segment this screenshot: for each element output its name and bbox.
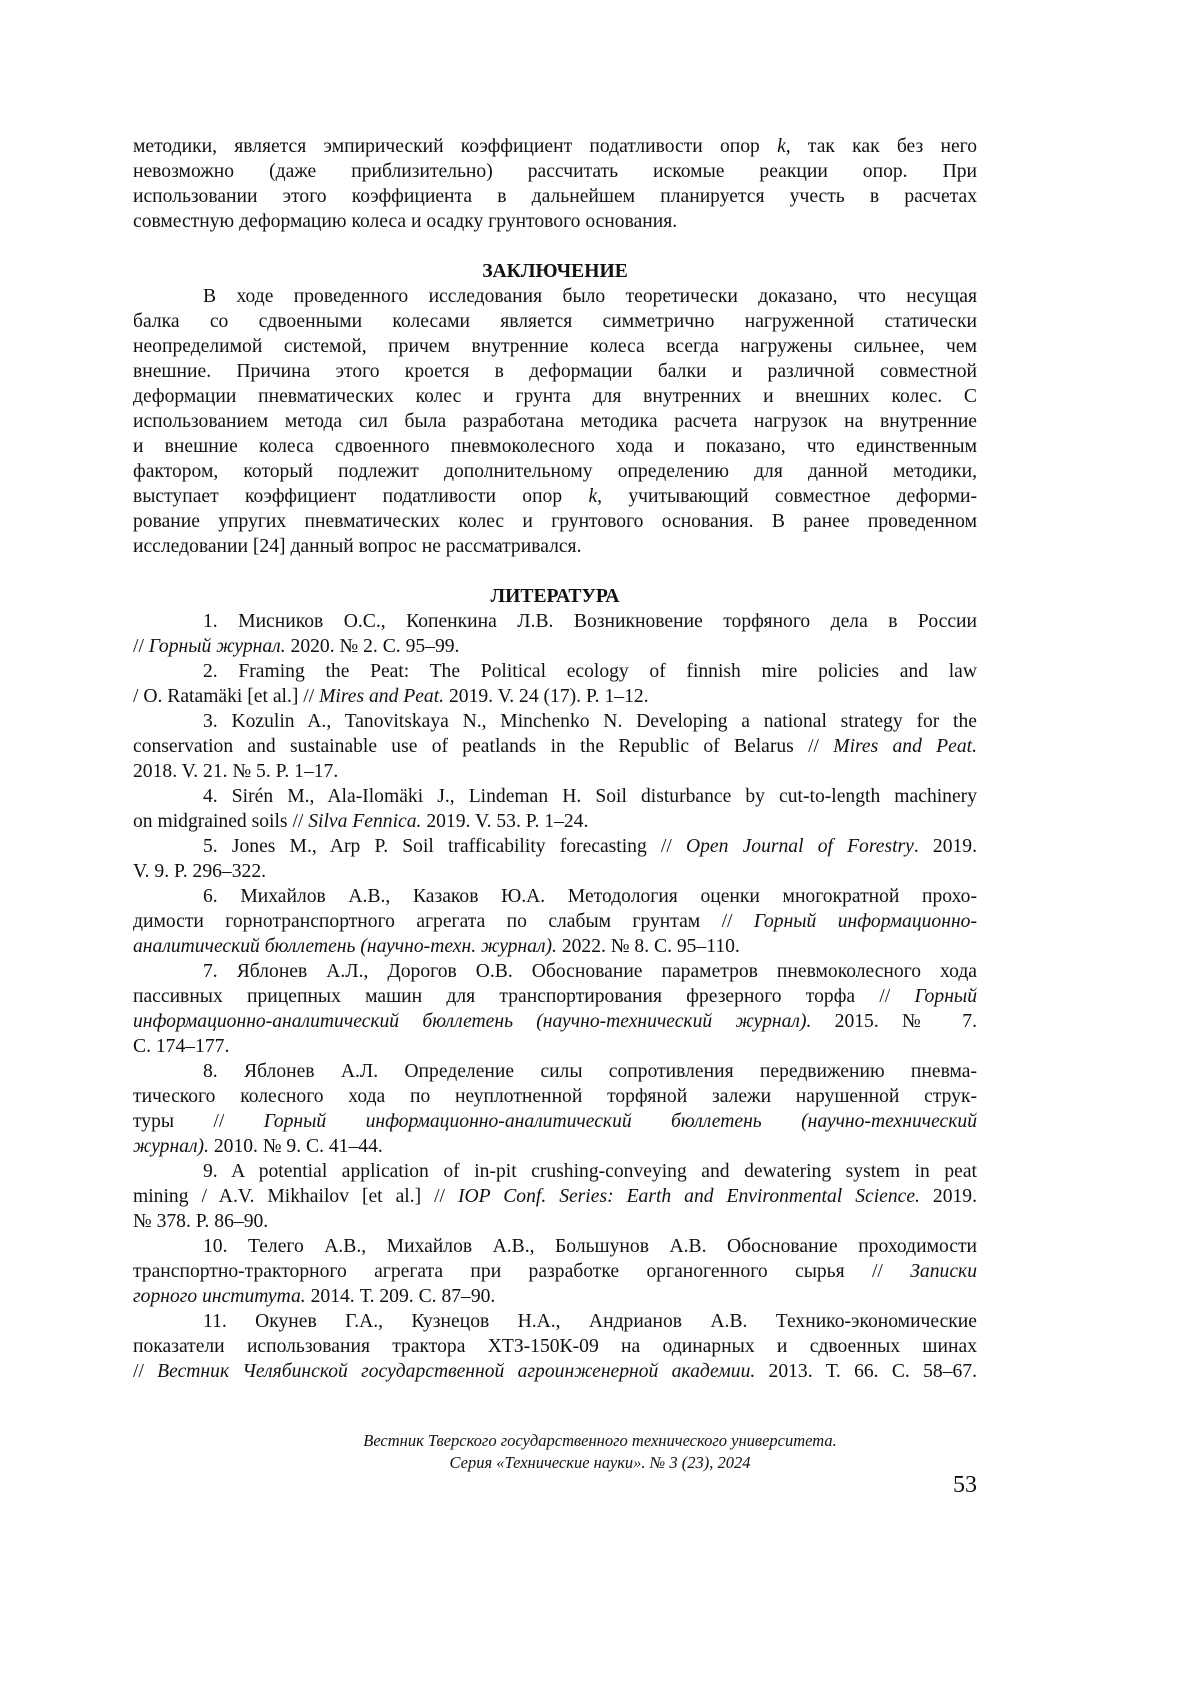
page-number: 53 [953,1472,977,1498]
text-run: невозможно (даже приблизительно) рассчитать искомые реакции опор. При [133,161,977,182]
text-line [133,1184,977,1209]
text-run: 4. Sirén M., Ala-Ilomäki J., Lindeman H. Soil disturbance by cut-to-length machinery [203,786,977,807]
text-run: 2010. № 9. С. 41–44. [208,1136,383,1157]
italic-text: информационно-аналитический бюллетень (научно-технический журнал). [133,1011,812,1032]
text-run: транспортно-тракторного агрегата при разработке органогенного сырья // [133,1261,911,1282]
text-line [133,1334,977,1359]
text-line [133,134,977,159]
text-line [133,434,977,459]
italic-text: Записки [910,1261,977,1282]
text-line [133,184,977,209]
italic-text: Горный информационно-аналитический бюллетень (научно-технический [263,1111,978,1132]
paragraph [133,1309,977,1384]
text-line [133,659,977,684]
text-run: , так как без него [785,136,977,157]
text-line [133,1309,977,1334]
italic-text: аналитический бюллетень (научно-техн. журнал). [133,936,557,957]
text-line [133,384,977,409]
running-footer [0,1430,1200,1474]
text-run: использованием метода сил была разработана методика расчета нагрузок на внутренние [133,411,977,432]
text-run: 2022. № 8. С. 95–110. [556,936,740,957]
text-run: 10. Телего А.В., Михайлов А.В., Большунов А.В. Обоснование проходимости [203,1236,977,1257]
text-line [133,1209,977,1234]
text-run: совместную деформацию колеса и осадку грунтового основания. [133,211,678,232]
text-run: 2015. № 7. [811,1011,977,1032]
text-line [133,1109,977,1134]
text-run: В ходе проведенного исследования было теоретически доказано, что несущая [203,286,977,307]
italic-text: Горный журнал. [148,636,286,657]
text-run: выступает коэффициент податливости опор [133,486,589,507]
text-run: 11. Окунев Г.А., Кузнецов Н.А., Андрианов А.В. Технико-экономические [203,1311,977,1332]
text-run: тического колесного хода по неуплотненной торфяной залежи нарушенной струк- [133,1086,977,1107]
text-line [133,309,977,334]
text-line [133,334,977,359]
text-run: показатели использования трактора ХТЗ-150К-09 на одинарных и сдвоенных шинах [133,1336,977,1357]
italic-text: Вестник Челябинской государственной агроинженерной академии. [157,1361,756,1382]
text-line [133,409,977,434]
text-line [133,1059,977,1084]
text-line [133,1234,977,1259]
text-run: 9. A potential application of in-pit crushing-conveying and dewatering system in peat [203,1161,977,1182]
paragraph [133,1234,977,1309]
spacer [133,234,977,259]
section-heading: ЛИТЕРАТУРА [490,586,620,607]
text-line [133,1359,977,1384]
paragraph [133,709,977,784]
text-run: 6. Михайлов А.В., Казаков Ю.А. Методология оценки многократной прохо- [203,886,977,907]
text-run: балка со сдвоенными колесами является симметрично нагруженной статически [133,311,977,332]
text-run: / O. Ratamäki [et al.] // [133,686,320,707]
text-line [133,1034,977,1059]
text-line [133,1259,977,1284]
paragraph [133,884,977,959]
italic-text: k [588,486,598,507]
footer-journal-title: Вестник Тверского государственного технического университета. [363,1431,837,1450]
italic-text: журнал). [133,1136,209,1157]
paragraph [133,784,977,834]
text-run: внешние. Причина этого кроется в деформации балки и различной совместной [133,361,977,382]
text-line [133,159,977,184]
text-run: № 378. P. 86–90. [133,1211,269,1232]
text-run: // [133,636,149,657]
text-run: on midgrained soils // [133,811,309,832]
text-line [133,784,977,809]
footer-series-issue: Серия «Технические науки». № 3 (23), 2024 [449,1453,751,1472]
text-run: 2019. V. 53. P. 1–24. [421,811,589,832]
text-line [133,1009,977,1034]
text-run: С. 174–177. [133,1036,230,1057]
paragraph [133,1059,977,1159]
text-line [133,734,977,759]
text-line [133,609,977,634]
italic-text: k [777,136,786,157]
paragraph [133,284,977,559]
text-line [133,884,977,909]
text-line [133,1284,977,1309]
page-body [133,134,977,1384]
text-run: 7. Яблонев А.Л., Дорогов О.В. Обоснование параметров пневмоколесного хода [203,961,977,982]
text-line [133,859,977,884]
text-run: mining / A.V. Mikhailov [et al.] // [133,1186,458,1207]
text-run: деформации пневматических колес и грунта для внутренних и внешних колес. С [133,386,977,407]
text-line [133,509,977,534]
text-run: conservation and sustainable use of peatlands in the Republic of Belarus // [133,736,834,757]
text-run: V. 9. P. 296–322. [133,861,267,882]
text-line [133,484,977,509]
section-heading: ЗАКЛЮЧЕНИЕ [482,261,628,282]
text-line [133,534,977,559]
italic-text: Mires and Peat. [833,736,977,757]
text-line [133,934,977,959]
text-line [133,684,977,709]
text-run: и внешние колеса сдвоенного пневмоколесного хода и показано, что единственным [133,436,977,457]
text-run: 2019. V. 24 (17). P. 1–12. [444,686,649,707]
italic-text: Горный [914,986,977,1007]
paragraph [133,959,977,1059]
text-run: исследовании [24] данный вопрос не рассматривался. [133,536,582,557]
text-line [133,359,977,384]
text-run: 2. Framing the Peat: The Political ecology of finnish mire policies and law [203,661,977,682]
text-run: 2020. № 2. С. 95–99. [285,636,460,657]
text-line [133,759,977,784]
text-line [133,959,977,984]
text-line [133,909,977,934]
paragraph [133,1159,977,1234]
paragraph [133,659,977,709]
text-run: . 2019. [913,836,977,857]
text-line [133,809,977,834]
text-run: пассивных прицепных машин для транспортирования фрезерного торфа // [133,986,915,1007]
text-run: димости горнотранспортного агрегата по слабым грунтам // [133,911,754,932]
text-line [133,1134,977,1159]
spacer [133,559,977,584]
italic-text: IOP Conf. Series: Earth and Environmental Science. [457,1186,920,1207]
text-line [133,1084,977,1109]
text-run: туры // [133,1111,264,1132]
text-run: 2014. Т. 209. С. 87–90. [305,1286,496,1307]
text-run: использовании этого коэффициента в дальнейшем планируется учесть в расчетах [133,186,977,207]
italic-text: горного института. [133,1286,306,1307]
italic-text: Mires and Peat. [319,686,445,707]
text-line [133,209,977,234]
text-run: 2018. V. 21. № 5. P. 1–17. [133,761,339,782]
text-run: 5. Jones M., Arp P. Soil trafficability forecasting // [203,836,686,857]
text-run: 2013. Т. 66. С. 58–67. [755,1361,977,1382]
text-run: неопределимой системой, причем внутренние колеса всегда нагружены сильнее, чем [133,336,977,357]
text-run: 3. Kozulin A., Tanovitskaya N., Minchenko N. Developing a national strategy for the [203,711,977,732]
text-run: // [133,1361,158,1382]
italic-text: Горный информационно- [753,911,977,932]
text-run: 2019. [919,1186,977,1207]
text-line [133,834,977,859]
text-run: методики, является эмпирический коэффициент податливости опор [133,136,778,157]
text-run: рование упругих пневматических колес и грунтового основания. В ранее проведенном [133,511,977,532]
text-run: фактором, который подлежит дополнительному определению для данной методики, [133,461,977,482]
text-line [133,459,977,484]
text-line [133,1159,977,1184]
paragraph [133,834,977,884]
text-line [133,984,977,1009]
text-run: , учитывающий совместное деформи- [597,486,977,507]
text-run: 8. Яблонев А.Л. Определение силы сопротивления передвижению пневма- [203,1061,977,1082]
paragraph [133,609,977,659]
paragraph [133,134,977,234]
text-line [133,284,977,309]
italic-text: Silva Fennica. [308,811,422,832]
text-line [133,709,977,734]
text-run: 1. Мисников О.С., Копенкина Л.В. Возникновение торфяного дела в России [203,611,977,632]
text-line [133,634,977,659]
italic-text: Open Journal of Forestry [685,836,914,857]
